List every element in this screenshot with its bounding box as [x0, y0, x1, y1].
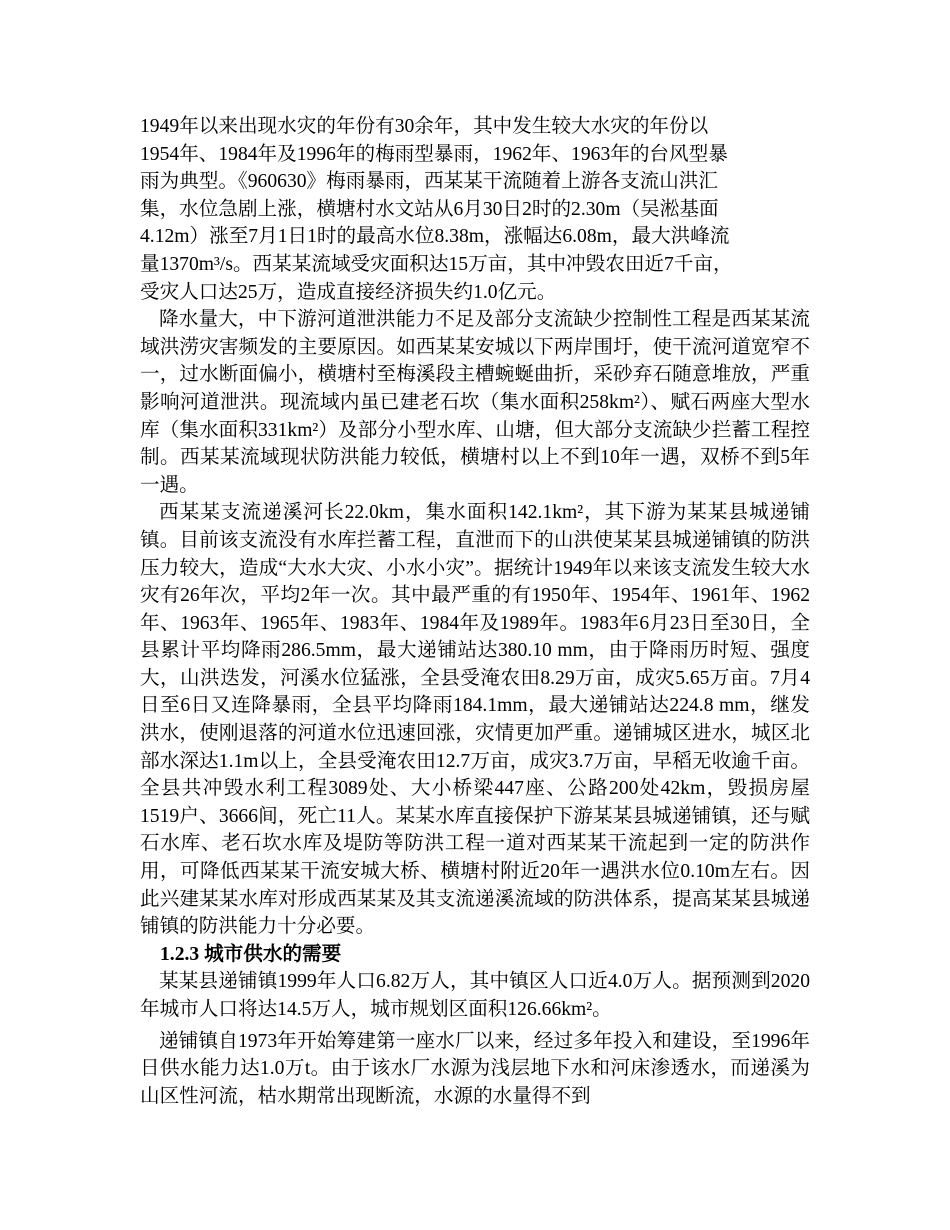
section-heading: 1.2.3 城市供水的需要 [160, 943, 342, 965]
text-line: 量1370m³/s。西某某流域受灾面积达15万亩，其中冲毁农田近7千亩， [140, 253, 733, 275]
paragraph-water-supply: 递铺镇自1973年开始筹建第一座水厂以来，经过多年投入和建设，至1996年日供水能力达1.0万t。由于该水厂水源为浅层地下水和河床渗透水，而递溪为山区性河流，枯水期常出现断流，水源的水量得不到 [140, 1030, 810, 1107]
paragraph-flood-causes: 降水量大，中下游河道泄洪能力不足及部分支流缺少控制性工程是西某某流域洪涝灾害频发的主要原因。如西某某安城以下两岸围圩，使干流河道宽窄不一，过水断面偏小，横塘村至梅溪段主槽蜿蜒曲折，采砂弃石随意堆放，严重影响河道泄洪。现流域内虽已建老石坎（集水面积258km²）、赋石两座大型水库（集水面积331km²）及部分小型水库、山塘，但大部分支流缺少拦蓄工程控制。西某某流域现状防洪能力较低，横塘村以上不到10年一遇，双桥不到5年一遇。 [140, 309, 810, 496]
document-body [140, 113, 810, 1110]
text-line: 1949年以来出现水灾的年份有30余年，其中发生较大水灾的年份以 [140, 116, 709, 137]
text-line: 4.12m）涨至7月1日1时的最高水位8.38m，涨幅达6.08m，最大洪峰流 [140, 226, 730, 248]
paragraph-population: 某某县递铺镇1999年人口6.82万人，其中镇区人口近4.0万人。据预测到2020年城市人口将达14.5万人，城市规划区面积126.66km²。 [140, 971, 810, 1020]
text-line: 集，水位急剧上涨，横塘村水文站从6月30日2时的2.30m（吴淞基面 [140, 198, 719, 220]
paragraph-flood-history [140, 113, 810, 306]
paragraph-tributary-floods: 西某某支流递溪河长22.0km，集水面积142.1km²，其下游为某某县城递铺镇。目前该支流没有水库拦蓄工程，直泄而下的山洪使某某县城递铺镇的防洪压力较大，造成“大水大灾、小水小灾”。据统计1949年以来该支流发生较大水灾有26年次，平均2年一次。其中最严重的有1950年、1954年、1961年、1962年、1963年、1965年、1983年、1984年及1989年。1983年6月23日至30日，全县累计平均降雨286.5mm，最大递铺站达380.10 mm，由于降雨历时短、强度大，山洪迭发，河溪水位猛涨，全县受淹农田8.29万亩，成灾5.65万亩。7月4日至6日又连降暴雨，全县平均降雨184.1mm，最大递铺站达224.8 mm，继发洪水，使刚退落的河道水位迅速回涨，灾情更加严重。递铺城区进水，城区北部水深达1.1m以上，全县受淹农田12.7万亩，成灾3.7万亩，早稻无收逾千亩。全县共冲毁水利工程3089处、大小桥梁447座、公路200处42km，毁损房屋1519户、3666间，死亡11人。某某水库直接保护下游某某县城递铺镇，还与赋石水库、老石坎水库及堤防等防洪工程一道对西某某干流起到一定的防洪作用，可降低西某某干流安城大桥、横塘村附近20年一遇洪水位0.10m左右。因此兴建某某水库对形成西某某及其支流递溪流域的防洪体系，提高某某县城递铺镇的防洪能力十分必要。 [140, 502, 810, 938]
text-line: 1954年、1984年及1996年的梅雨型暴雨，1962年、1963年的台风型暴 [140, 143, 728, 165]
text-line: 受灾人口达25万，造成直接经济损失约1.0亿元。 [140, 281, 557, 303]
text-line: 雨为典型。《960630》梅雨暴雨，西某某干流随着上游各支流山洪汇 [140, 171, 719, 193]
